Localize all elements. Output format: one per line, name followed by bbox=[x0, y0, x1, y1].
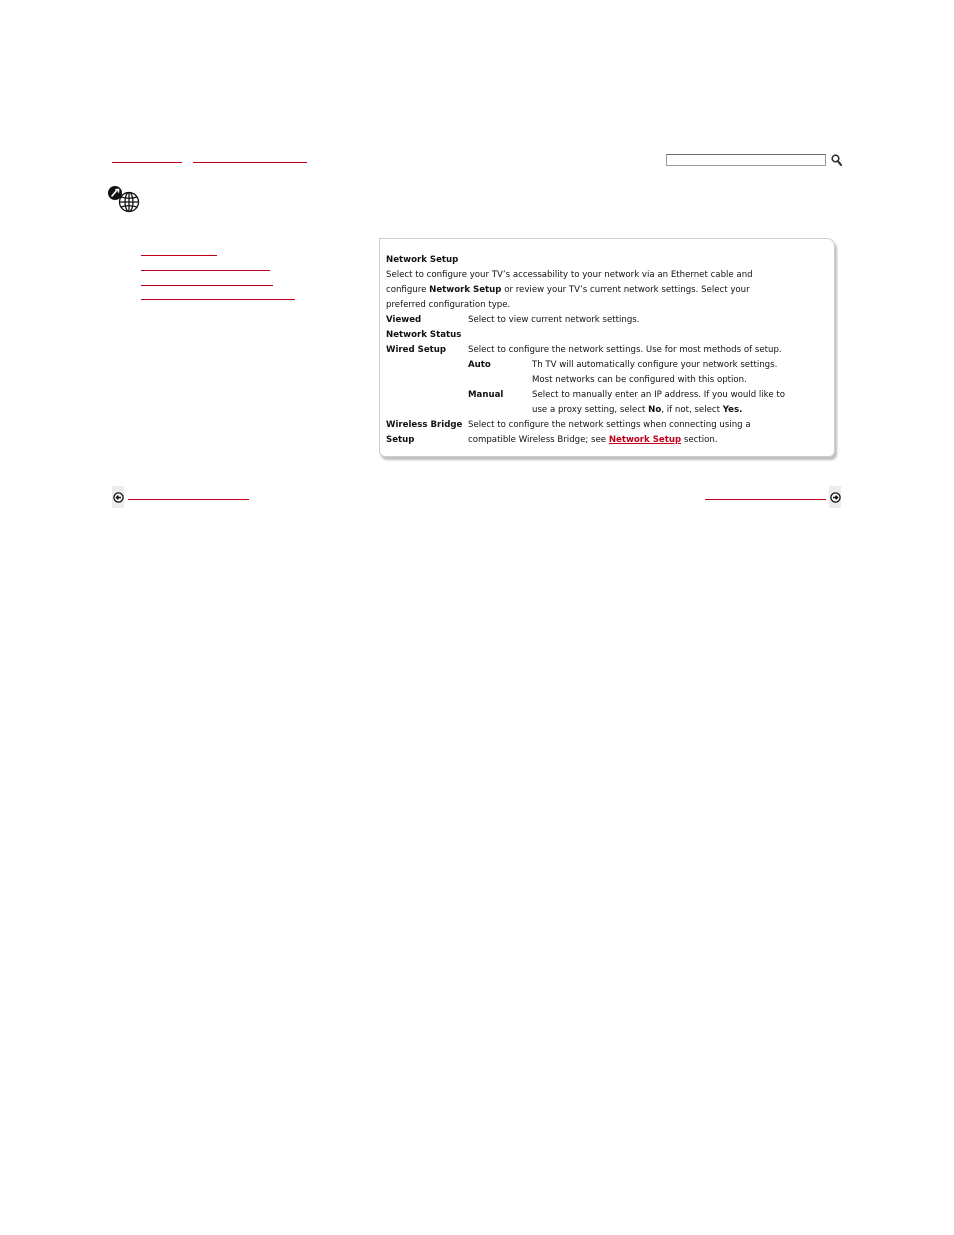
network-logo bbox=[106, 185, 142, 213]
network-status-label: Network Status bbox=[386, 330, 462, 340]
wireless-bridge-desc-1: Select to configure the network settings when connecting using a bbox=[468, 420, 751, 430]
auto-desc-2: Most networks can be configured with this option. bbox=[532, 375, 747, 385]
wired-setup-desc: Select to configure the network settings. Use for most methods of setup. bbox=[468, 345, 782, 355]
manual-desc-1: Select to manually enter an IP address. If you would like to bbox=[532, 390, 785, 400]
breadcrumb-link-section[interactable] bbox=[193, 162, 307, 163]
wireless-bridge-desc-2: compatible Wireless Bridge; see Network Setup section. bbox=[468, 435, 718, 445]
wireless-bridge-label-1: Wireless Bridge bbox=[386, 420, 463, 430]
auto-label: Auto bbox=[468, 360, 491, 370]
section-title: Network Setup bbox=[386, 255, 459, 265]
intro-line-2: configure Network Setup or review your TV’s current network settings. Select your bbox=[386, 285, 750, 295]
viewed-label: Viewed bbox=[386, 315, 422, 325]
network-setup-link[interactable]: Network Setup bbox=[608, 435, 682, 445]
sidenav-link-1[interactable] bbox=[141, 255, 217, 256]
auto-desc-1: Th TV will automatically configure your network settings. bbox=[532, 360, 778, 370]
wired-setup-label: Wired Setup bbox=[386, 345, 447, 355]
prev-page-link[interactable] bbox=[128, 499, 249, 500]
magnifier-icon bbox=[831, 154, 842, 166]
manual-desc-2: use a proxy setting, select No, if not, select Yes. bbox=[532, 405, 743, 415]
next-page-link[interactable] bbox=[705, 499, 826, 500]
manual-label: Manual bbox=[468, 390, 504, 400]
search-input[interactable] bbox=[666, 154, 826, 166]
intro-line-3: preferred configuration type. bbox=[386, 300, 511, 310]
arrow-right-circle-icon bbox=[830, 492, 841, 503]
prev-page-button[interactable] bbox=[112, 486, 124, 508]
breadcrumb-link-home[interactable] bbox=[112, 162, 182, 163]
globe-icon bbox=[120, 193, 139, 212]
viewed-desc: Select to view current network settings. bbox=[468, 315, 640, 325]
arrow-left-circle-icon bbox=[113, 492, 124, 503]
next-page-button[interactable] bbox=[829, 486, 841, 508]
sidenav-link-2[interactable] bbox=[141, 270, 270, 271]
sidenav-link-4[interactable] bbox=[141, 299, 295, 300]
search-button[interactable] bbox=[830, 153, 842, 166]
intro-line-1: Select to configure your TV’s accessability to your network via an Ethernet cable and bbox=[386, 270, 753, 280]
content-panel bbox=[379, 238, 835, 457]
sidenav-link-3[interactable] bbox=[141, 285, 273, 286]
wireless-bridge-label-2: Setup bbox=[386, 435, 415, 445]
